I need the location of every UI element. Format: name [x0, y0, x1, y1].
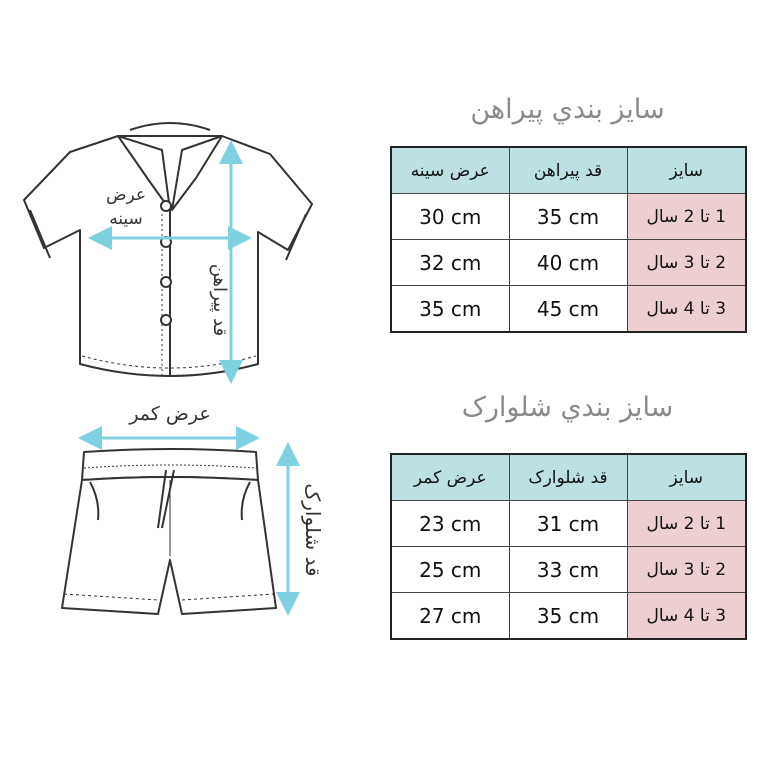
- shirt-length-cell: 35 cm: [509, 194, 627, 240]
- chest-width-cell: 30 cm: [391, 194, 509, 240]
- chest-width-cell: 32 cm: [391, 240, 509, 286]
- table-row: [391, 194, 746, 240]
- shirt-length-label: قد پيراهن: [209, 263, 230, 337]
- shorts-size-table: [390, 453, 747, 640]
- size-cell: 2 تا 3 سال: [627, 240, 746, 286]
- chest-label-line1: عرض: [105, 185, 147, 205]
- shirt-length-cell: 40 cm: [509, 240, 627, 286]
- shirt-button: [161, 201, 171, 211]
- header-shirt-length: قد پيراهن: [509, 147, 627, 194]
- size-cell: 1 تا 2 سال: [627, 501, 746, 547]
- size-cell: 3 تا 4 سال: [627, 593, 746, 640]
- waist-width-cell: 23 cm: [391, 501, 509, 547]
- shorts-length-cell: 35 cm: [509, 593, 627, 640]
- shirt-button: [161, 315, 171, 325]
- shorts-length-label: قد شلوارک: [301, 483, 325, 577]
- chest-width-cell: 35 cm: [391, 286, 509, 333]
- size-cell: 1 تا 2 سال: [627, 194, 746, 240]
- shirt-collar-back: [130, 123, 210, 130]
- table-row: [391, 501, 746, 547]
- shorts-drawing: [62, 449, 276, 614]
- shorts-length-cell: 33 cm: [509, 547, 627, 593]
- table-header-row: [391, 147, 746, 194]
- shirt-length-cell: 45 cm: [509, 286, 627, 333]
- table-row: [391, 593, 746, 640]
- header-size: سايز: [627, 147, 746, 194]
- shirt-body: [24, 136, 312, 376]
- header-size: سايز: [627, 454, 746, 501]
- header-waist-width: عرض کمر: [391, 454, 509, 501]
- waist-width-cell: 25 cm: [391, 547, 509, 593]
- shirt-drawing: [24, 123, 312, 376]
- table-header-row: [391, 454, 746, 501]
- table-row: [391, 286, 746, 333]
- shirt-size-title: سايز بندي پيراهن: [470, 94, 665, 125]
- shorts-size-title: سايز بندي شلوارک: [461, 392, 674, 423]
- chest-label-line2: سينه: [109, 209, 143, 229]
- waist-label: عرض کمر: [129, 403, 211, 425]
- table-row: [391, 547, 746, 593]
- shorts-waistband: [82, 449, 258, 480]
- header-shorts-length: قد شلوارک: [509, 454, 627, 501]
- size-cell: 3 تا 4 سال: [627, 286, 746, 333]
- size-cell: 2 تا 3 سال: [627, 547, 746, 593]
- waist-width-cell: 27 cm: [391, 593, 509, 640]
- table-row: [391, 240, 746, 286]
- shirt-button: [161, 277, 171, 287]
- shorts-length-cell: 31 cm: [509, 501, 627, 547]
- shirt-size-table: [390, 146, 747, 333]
- header-chest-width: عرض سينه: [391, 147, 509, 194]
